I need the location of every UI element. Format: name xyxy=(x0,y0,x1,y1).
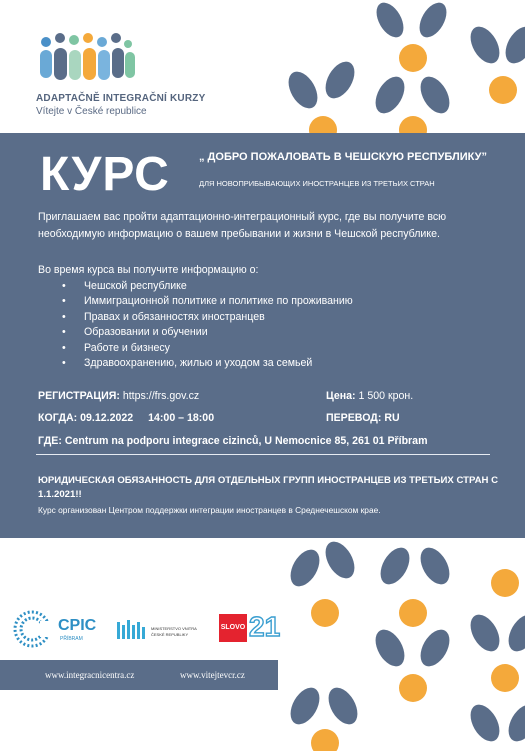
when-label: КОГДА: xyxy=(38,412,78,424)
topics-list xyxy=(62,279,353,371)
course-title: „ ДОБРО ПОЖАЛОВАТЬ В ЧЕШСКУЮ РЕСПУБЛИКУ” xyxy=(199,151,487,163)
slovo-number: 21 xyxy=(249,611,281,642)
organizer-note: Курс организован Центром поддержки интеграции иностранцев в Среднечешском крае. xyxy=(38,505,381,515)
where-label: ГДЕ: xyxy=(38,435,62,447)
decorative-petals-top xyxy=(285,0,525,133)
list-item: • Правах и обязанностях иностранцев xyxy=(62,310,353,325)
translation-value: RU xyxy=(384,412,400,424)
translation-label: ПЕРЕВОД: xyxy=(326,412,382,424)
decorative-petals-bottom xyxy=(285,538,525,751)
logo-subtitle: Vítejte v České republice xyxy=(36,106,147,117)
slovo-text: SLOVO xyxy=(220,624,246,631)
list-item: • Здравоохранению, жилью и уходом за семьей xyxy=(62,356,353,371)
cpic-logo-sub: PŘÍBRAM xyxy=(60,636,83,642)
course-subtitle: ДЛЯ НОВОПРИБЫВАЮЩИХ ИНОСТРАНЦЕВ ИЗ ТРЕТЬИХ СТРАН xyxy=(199,179,435,188)
price-row xyxy=(326,390,413,402)
topics-heading: Во время курса вы получите информацию о: xyxy=(38,264,259,276)
legal-notice: ЮРИДИЧЕСКАЯ ОБЯЗАННОСТЬ ДЛЯ ОТДЕЛЬНЫХ ГРУПП ИНОСТРАНЦЕВ ИЗ ТРЕТЬИХ СТРАН С 1.1.2021!! xyxy=(38,475,499,500)
translation-row xyxy=(326,412,400,424)
registration-row xyxy=(38,390,199,402)
ministry-line2: ČESKÉ REPUBLIKY xyxy=(151,632,189,637)
ministry-icon xyxy=(116,618,148,640)
list-item: • Работе и бизнесу xyxy=(62,341,353,356)
footer-link-integracnicentra[interactable]: www.integracnicentra.cz xyxy=(45,670,135,680)
list-item: • Образовании и обучении xyxy=(62,325,353,340)
when-row xyxy=(38,412,214,424)
when-date: 09.12.2022 xyxy=(80,412,134,424)
ministry-line1: MINISTERSTVO VNITRA xyxy=(151,626,197,631)
footer-link-vitejtevcr[interactable]: www.vitejtevcr.cz xyxy=(180,670,245,680)
cpic-dots-icon xyxy=(12,609,52,649)
price-value: 1 500 крон. xyxy=(358,390,414,402)
course-heading: КУРС xyxy=(40,148,170,201)
when-time: 14:00 – 18:00 xyxy=(148,412,215,424)
aik-logo xyxy=(36,30,201,90)
registration-link[interactable]: https://frs.gov.cz xyxy=(122,390,200,402)
cpic-logo-text: CPIC xyxy=(58,617,97,634)
list-item: • Чешской республике xyxy=(62,279,353,294)
intro-text: Приглашаем вас пройти адаптационно-интеграционный курс, где вы получите всю необходимую информацию о вашем пребывании и жизни в Чешской республике. xyxy=(38,211,447,240)
footer-links xyxy=(0,660,278,690)
registration-label: РЕГИСТРАЦИЯ: xyxy=(38,390,120,402)
partner-logos xyxy=(0,538,290,658)
price-label: Цена: xyxy=(326,390,356,402)
list-item: • Иммиграционной политике и политике по проживанию xyxy=(62,294,353,309)
logo-title: ADAPTAČNĚ INTEGRAČNÍ KURZY xyxy=(36,93,206,104)
where-value: Centrum na podporu integrace cizinců, U Nemocnice 85, 261 01 Příbram xyxy=(64,435,428,447)
where-row xyxy=(38,435,428,447)
header xyxy=(0,0,525,133)
slovo-badge xyxy=(219,614,247,642)
divider xyxy=(36,454,490,455)
